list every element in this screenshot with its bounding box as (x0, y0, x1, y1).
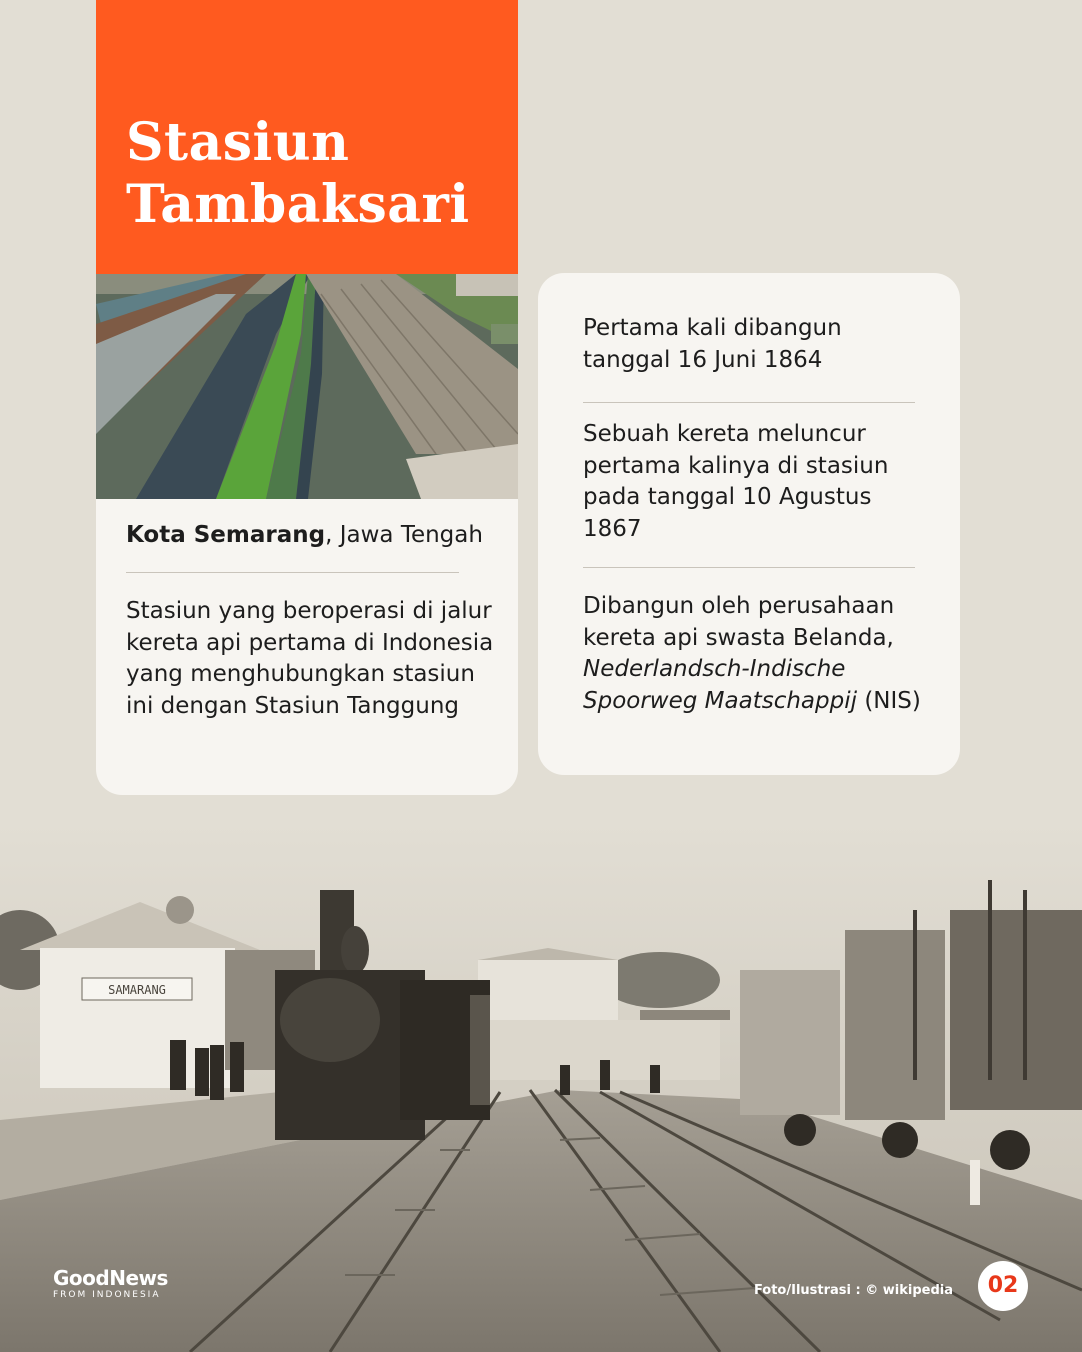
logo-main: GoodNews (53, 1266, 168, 1290)
location-text (126, 520, 506, 550)
divider (583, 402, 915, 403)
history-facts-card (538, 273, 960, 775)
fact-construction-date: Pertama kali dibangun tanggal 16 Juni 1864 (583, 315, 842, 373)
page-number-badge: 02 (978, 1261, 1028, 1311)
photo-credit: Foto/Ilustrasi : © wikipedia (753, 1283, 953, 1298)
station-info-card (96, 274, 518, 795)
fact-first-train: Sebuah kereta meluncur pertama kalinya di stasiun pada tanggal 10 Agustus 1867 (583, 421, 889, 542)
page-title (126, 112, 506, 236)
fact-builder-company: Nederlandsch-Indische Spoorweg Maatschappij (583, 656, 858, 714)
station-aerial-photo (96, 274, 518, 499)
title-line-1: Stasiun (126, 112, 350, 173)
fact-builder-prefix: Dibangun oleh perusahaan kereta api swasta Belanda, (583, 593, 895, 651)
samarang-sign: SAMARANG (108, 983, 166, 997)
title-block (96, 0, 518, 274)
location-province: Jawa Tengah (339, 522, 483, 548)
goodnews-logo (53, 1267, 168, 1301)
logo-sub: FROM INDONESIA (53, 1290, 161, 1300)
fact-builder-suffix: (NIS) (864, 687, 921, 714)
title-line-2: Tambaksari (126, 174, 470, 235)
fact-builder (583, 591, 928, 717)
location-city: Kota Semarang (126, 522, 326, 548)
location-separator: , (325, 522, 340, 548)
station-description: Stasiun yang beroperasi di jalur kereta api pertama di Indonesia yang menghubungkan stasiun ini dengan Stasiun Tanggung (126, 598, 494, 719)
divider (583, 567, 915, 568)
divider (126, 572, 459, 573)
